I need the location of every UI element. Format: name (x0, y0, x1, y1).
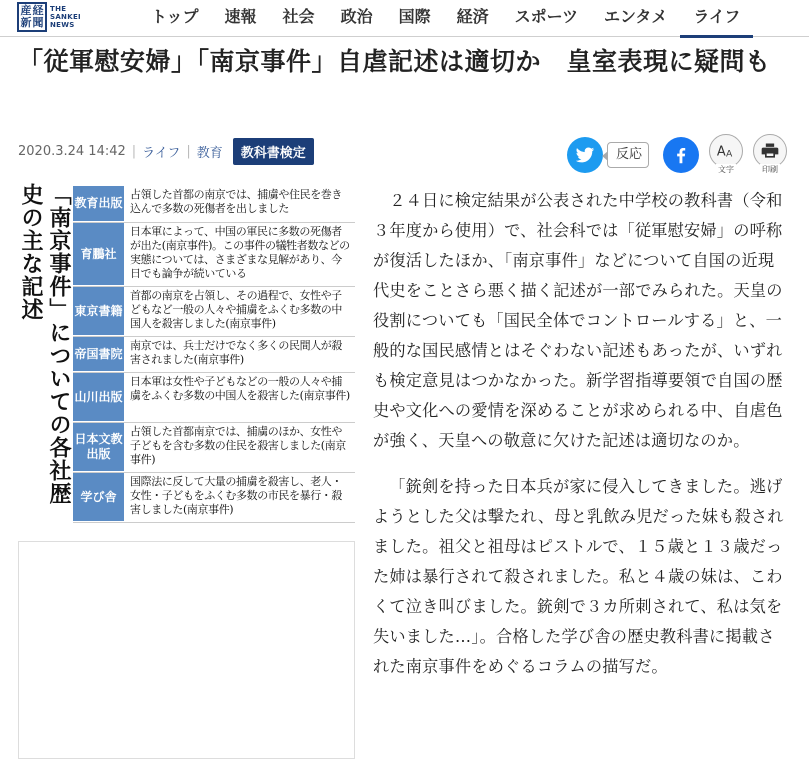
publisher-cell: 学び舎 (73, 473, 124, 522)
description-cell: 占領した首都南京では、捕虜のほか、女性や子どもを含む多数の住民を殺害しました(南京事件) (130, 425, 346, 466)
table-row (73, 337, 355, 373)
description-cell: 占領した首都の南京では、捕虜や住民を巻き込んで多数の死傷者を出しました (130, 188, 342, 215)
twitter-share-button[interactable] (567, 137, 603, 173)
meta-divider: | (131, 143, 137, 159)
svg-text:A: A (716, 144, 726, 160)
topic-tag[interactable]: 教科書検定 (233, 138, 314, 165)
table-row (73, 473, 355, 523)
figure-title: 「南京事件」についての各社歴史の主な記述 (18, 183, 71, 505)
description-cell: 首都の南京を占領し、その過程で、女性や子どもなど一般の人々や捕虜をふくむ多数の中国人を殺害しました(南京事件) (130, 289, 342, 330)
publisher-cell: 東京書籍 (73, 287, 124, 336)
nav-international[interactable]: 国際 (398, 7, 431, 26)
site-header (0, 0, 809, 37)
publish-datetime: 2020.3.24 14:42 (18, 143, 126, 159)
description-cell: 南京では、兵士だけでなく多くの民間人が殺害されました(南京事件) (130, 339, 342, 366)
table-row (73, 423, 355, 473)
logo-mark: 産 経 新 聞 (17, 2, 47, 32)
publisher-table (73, 186, 355, 523)
nav-economy[interactable]: 経済 (456, 7, 489, 26)
print-button[interactable] (753, 134, 787, 175)
description-cell: 日本軍によって、中国の軍民に多数の死傷者が出た(南京事件)。この事件の犠牲者数などの実態については、さまざまな見解があり、今日でも論争が続いている (130, 225, 350, 280)
main-nav (138, 0, 753, 37)
font-size-icon (709, 134, 743, 168)
publisher-cell: 帝国書院 (73, 337, 124, 372)
table-row (73, 373, 355, 423)
facebook-icon (670, 144, 692, 166)
twitter-bird-icon (575, 145, 595, 165)
category-link[interactable]: ライフ (142, 145, 181, 161)
subcategory-link[interactable]: 教育 (196, 145, 223, 161)
publisher-cell: 教育出版 (73, 186, 124, 222)
publisher-cell: 日本文教出版 (73, 423, 124, 472)
article-headline: 「従軍慰安婦」「南京事件」自虐記述は適切か 皇室表現に疑問も (18, 47, 771, 76)
share-bar (567, 134, 787, 175)
sankei-logo[interactable] (17, 2, 81, 32)
font-size-label: 文字 (718, 165, 735, 174)
table-row (73, 287, 355, 337)
print-icon (753, 134, 787, 168)
nav-sports[interactable]: スポーツ (514, 7, 578, 26)
nav-society[interactable]: 社会 (282, 7, 315, 26)
textbook-comparison-figure[interactable] (18, 183, 355, 524)
article-paragraph: 「銃剣を持った日本兵が家に侵入してきました。逃げようとした父は撃たれ、母と乳飲み児だった妹も殺されました。祖父と祖母はピストルで、１５歳と１３歳だった姉は暴行されて殺されました。私と４歳の妹は、こわくて泣き叫びました。銃剣で３カ所刺されて、私は気を失いました…」。合格した学び舎の歴史教科書に掲載された南京事件をめぐるコラムの描写だ。 (373, 477, 784, 676)
facebook-share-button[interactable] (663, 137, 699, 173)
print-label: 印刷 (762, 165, 779, 174)
ad-placeholder (18, 541, 355, 759)
nav-politics[interactable]: 政治 (340, 7, 373, 26)
nav-top[interactable]: トップ (151, 7, 199, 26)
article-meta (18, 139, 314, 163)
description-cell: 日本軍は女性や子どもなどの一般の人々や捕虜をふくむ多数の中国人を殺害した(南京事件) (130, 375, 350, 402)
article-body (373, 186, 785, 682)
meta-divider: | (186, 143, 191, 159)
description-cell: 国際法に反して大量の捕虜を殺害し、老人・女性・子どもをふくむ多数の市民を暴行・殺害しました(南京事件) (130, 475, 342, 516)
logo-wordmark: THE SANKEI NEWS (50, 5, 81, 29)
nav-life[interactable]: ライフ (680, 0, 753, 37)
table-row (73, 186, 355, 223)
publisher-cell: 育鵬社 (73, 223, 124, 286)
nav-breaking[interactable]: 速報 (224, 7, 257, 26)
font-size-button[interactable] (709, 134, 743, 175)
svg-text:A: A (726, 148, 733, 160)
nav-entertainment[interactable]: エンタメ (603, 7, 668, 26)
reaction-count-button[interactable]: 反応 (607, 142, 649, 168)
publisher-cell: 山川出版 (73, 373, 124, 422)
table-row (73, 223, 355, 287)
article-paragraph: ２４日に検定結果が公表された中学校の教科書（令和３年度から使用）で、社会科では「従軍慰安婦」の呼称が復活したほか、「南京事件」などについて自国の近現代史をことさら悪く描く記述が一部でみられた。天皇の役割についても「国民全体でコントロールする」と、一般的な国民感情とはそぐわない記述もあったが、いずれも検定意見はつかなかった。新学習指導要領で自国の歴史や文化への愛情を深めることが求められる中、自虐色が強く、天皇への敬意に欠けた記述は適切なのか。 (373, 191, 783, 450)
